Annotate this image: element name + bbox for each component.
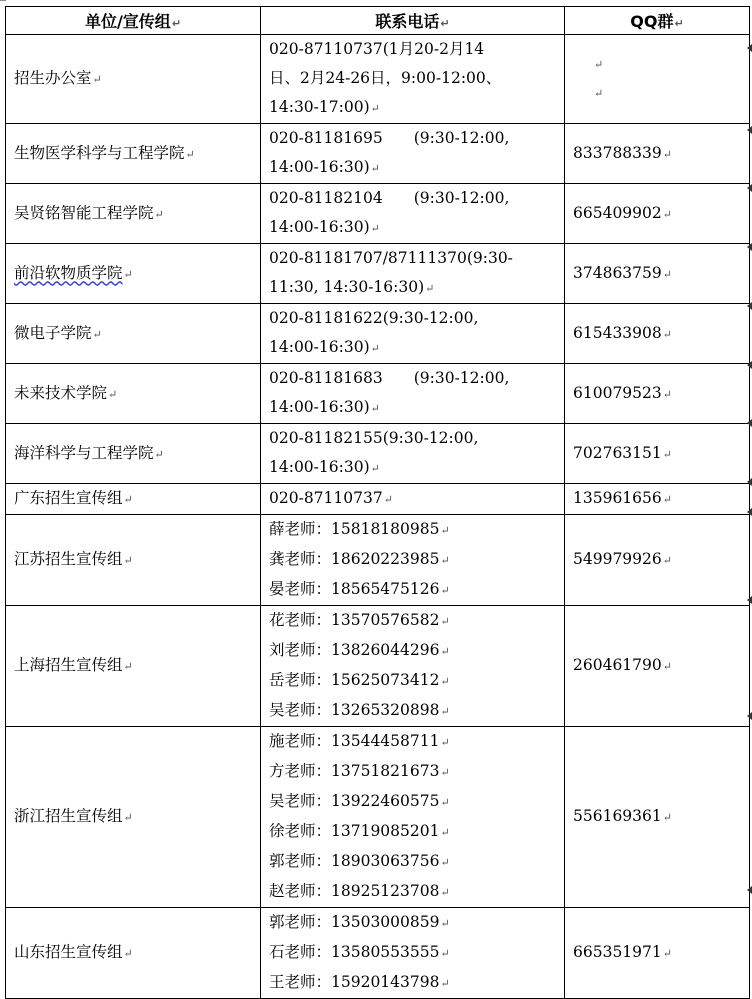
paragraph-mark: ↵ <box>92 327 102 341</box>
unit-name: 山东招生宣传组 <box>14 943 123 961</box>
table-row <box>6 184 750 244</box>
qq-number: 610079523 <box>573 383 662 402</box>
phone-cell <box>261 908 565 999</box>
phone-line: 020-81182155(9:30-12:00, <box>269 429 479 447</box>
header-phone: 联系电话↵ <box>261 7 565 35</box>
qq-cell: 549979926↵ <box>565 515 750 606</box>
row-edge-mark <box>747 596 752 604</box>
table-row <box>6 35 750 124</box>
contact-table <box>5 6 750 999</box>
phone-line: 020-81182104 (9:30-12:00, <box>269 189 510 207</box>
unit-cell <box>6 35 261 124</box>
row-edge-mark <box>747 419 752 427</box>
row-edge-mark <box>747 44 752 52</box>
phone-cell <box>261 484 565 515</box>
phone-line: 020-81181622(9:30-12:00, <box>269 309 479 327</box>
unit-name: 生物医学科学与工程学院 <box>14 143 185 162</box>
qq-cell: 702763151↵ <box>565 424 750 484</box>
paragraph-mark: ↵ <box>185 147 195 161</box>
paragraph-mark: ↵ <box>154 447 164 461</box>
qq-cell: 260461790↵ <box>565 606 750 727</box>
phone-line: 14:30-17:00)↵ <box>269 98 380 116</box>
unit-cell <box>6 484 261 515</box>
phone-cell <box>261 184 565 244</box>
phone-cell <box>261 244 565 304</box>
unit-name: 微电子学院 <box>14 323 92 342</box>
unit-name: 吴贤铭智能工程学院 <box>14 203 154 222</box>
qq-number: 135961656 <box>573 489 662 507</box>
phone-line: 赵老师：18925123708↵ <box>269 882 450 900</box>
table-row <box>6 727 750 908</box>
unit-cell <box>6 304 261 364</box>
unit-name: 未来技术学院 <box>14 383 108 402</box>
unit-cell <box>6 124 261 184</box>
phone-line: 吴老师：13265320898↵ <box>269 701 450 719</box>
qq-cell: 135961656↵ <box>565 484 750 515</box>
phone-line: 日、2月24-26日，9:00-12:00、 <box>269 69 502 87</box>
phone-line: 方老师：13751821673↵ <box>269 762 450 780</box>
table-row <box>6 606 750 727</box>
paragraph-mark: ↵ <box>594 87 604 100</box>
qq-number: 702763151 <box>573 443 662 462</box>
paragraph-mark: ↵ <box>123 947 133 960</box>
phone-line: 14:00-16:30)↵ <box>269 458 380 476</box>
phone-line: 岳老师：15625073412↵ <box>269 671 450 689</box>
row-edge-mark <box>747 126 752 134</box>
row-edge-mark <box>747 302 752 310</box>
unit-cell <box>6 606 261 727</box>
phone-line: 石老师：13580553555↵ <box>269 943 450 961</box>
phone-line: 龚老师：18620223985↵ <box>269 550 450 568</box>
phone-cell <box>261 424 565 484</box>
unit-cell <box>6 364 261 424</box>
qq-number: 833788339 <box>573 143 662 162</box>
row-edge-mark <box>747 508 752 516</box>
phone-line: 刘老师：13826044296↵ <box>269 641 450 659</box>
qq-cell: 615433908↵ <box>565 304 750 364</box>
table-row <box>6 244 750 304</box>
qq-number: 615433908 <box>573 323 662 342</box>
phone-line: 花老师：13570576582↵ <box>269 611 450 629</box>
unit-cell <box>6 424 261 484</box>
table-row <box>6 124 750 184</box>
phone-line: 020-81181707/87111370(9:30- <box>269 249 513 267</box>
row-edge-mark <box>747 478 752 486</box>
phone-line: 晏老师：18565475126↵ <box>269 580 450 598</box>
qq-number: 665409902 <box>573 203 662 222</box>
phone-line: 徐老师：13719085201↵ <box>269 822 450 840</box>
phone-cell <box>261 35 565 124</box>
phone-line: 王老师：15920143798↵ <box>269 973 450 991</box>
phone-cell <box>261 606 565 727</box>
phone-line: 14:00-16:30)↵ <box>269 158 380 176</box>
qq-cell: 610079523↵ <box>565 364 750 424</box>
row-edge-mark <box>747 243 752 251</box>
unit-cell <box>6 727 261 908</box>
unit-cell <box>6 184 261 244</box>
header-unit: 单位/宣传组↵ <box>6 7 261 35</box>
phone-line: 吴老师：13922460575↵ <box>269 792 450 810</box>
qq-number: 374863759 <box>573 263 662 282</box>
phone-line: 14:00-16:30)↵ <box>269 218 380 236</box>
qq-number: 549979926 <box>573 550 662 568</box>
unit-cell <box>6 244 261 304</box>
unit-name: 海洋科学与工程学院 <box>14 443 154 462</box>
row-edge-mark <box>747 712 752 720</box>
phone-line: 郭老师：18903063756↵ <box>269 852 450 870</box>
qq-cell: 374863759↵ <box>565 244 750 304</box>
table-row <box>6 484 750 515</box>
unit-name: 浙江招生宣传组 <box>14 807 123 825</box>
paragraph-mark: ↵ <box>123 660 133 673</box>
qq-cell <box>565 35 750 124</box>
qq-cell: 833788339↵ <box>565 124 750 184</box>
phone-line: 14:00-16:30)↵ <box>269 398 380 416</box>
phone-line: 11:30, 14:30-16:30)↵ <box>269 278 435 296</box>
phone-line: 14:00-16:30)↵ <box>269 338 380 356</box>
qq-cell: 665351971↵ <box>565 908 750 999</box>
phone-cell <box>261 515 565 606</box>
phone-line: 施老师：13544458711↵ <box>269 732 450 750</box>
paragraph-mark: ↵ <box>123 267 133 281</box>
unit-cell <box>6 515 261 606</box>
unit-cell <box>6 908 261 999</box>
unit-name: 广东招生宣传组 <box>14 489 123 507</box>
unit-name: 前沿软物质学院 <box>14 263 123 282</box>
phone-cell <box>261 304 565 364</box>
qq-number: 260461790 <box>573 656 662 674</box>
table-row <box>6 515 750 606</box>
table-row <box>6 364 750 424</box>
paragraph-mark: ↵ <box>123 811 133 824</box>
paragraph-mark: ↵ <box>154 207 164 221</box>
qq-number: 556169361 <box>573 807 662 825</box>
paragraph-mark: ↵ <box>108 387 118 401</box>
qq-cell: 665409902↵ <box>565 184 750 244</box>
unit-name: 江苏招生宣传组 <box>14 550 123 568</box>
phone-line: 020-81181695 (9:30-12:00, <box>269 129 510 147</box>
phone-line: 020-87110737(1月20-2月14 <box>269 40 485 58</box>
phone-line: 郭老师：13503000859↵ <box>269 913 450 931</box>
paragraph-mark: ↵ <box>123 493 133 506</box>
row-edge-mark <box>747 886 752 894</box>
paragraph-mark: ↵ <box>92 73 102 86</box>
qq-number: 665351971 <box>573 943 662 961</box>
qq-cell: 556169361↵ <box>565 727 750 908</box>
table-header-row <box>6 7 750 35</box>
phone-cell <box>261 124 565 184</box>
row-edge-mark <box>747 184 752 192</box>
paragraph-mark: ↵ <box>594 58 604 71</box>
table-row <box>6 304 750 364</box>
unit-name: 招生办公室 <box>14 69 92 87</box>
phone-line: 020-87110737↵ <box>269 489 393 507</box>
unit-name: 上海招生宣传组 <box>14 656 123 674</box>
row-edge-mark <box>747 361 752 369</box>
phone-line: 020-81181683 (9:30-12:00, <box>269 369 510 387</box>
phone-line: 薛老师：15818180985↵ <box>269 520 450 538</box>
phone-cell <box>261 727 565 908</box>
header-qq: QQ群↵ <box>565 7 750 35</box>
page-corner-mark <box>0 0 6 5</box>
table-row <box>6 424 750 484</box>
table-row <box>6 908 750 999</box>
phone-cell <box>261 364 565 424</box>
paragraph-mark: ↵ <box>123 554 133 567</box>
